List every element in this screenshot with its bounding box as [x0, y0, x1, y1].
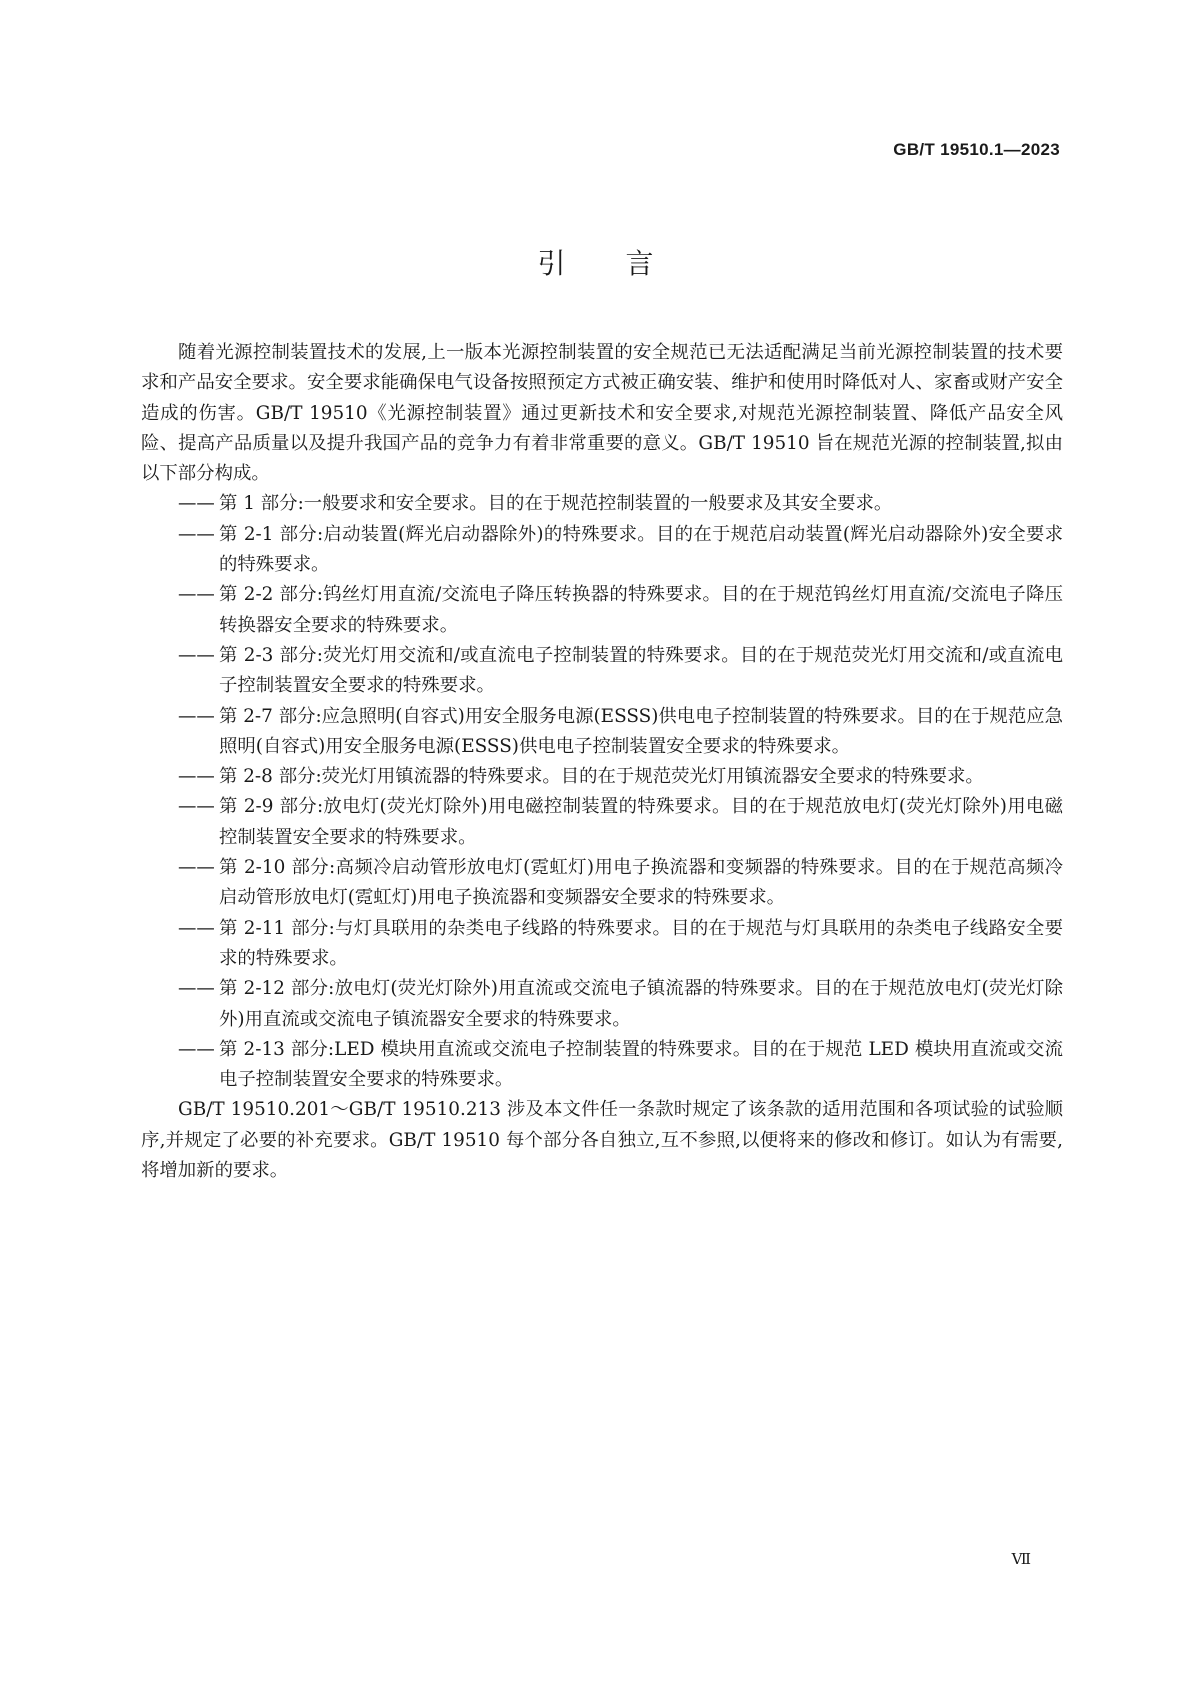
- list-item: [141, 974, 1063, 1035]
- list-item: [141, 489, 1063, 519]
- list-dash: ——: [178, 493, 215, 515]
- page-number: Ⅶ: [1011, 1550, 1031, 1568]
- list-item: [141, 1035, 1063, 1096]
- list-item-text: 第 2-7 部分:应急照明(自容式)用安全服务电源(ESSS)供电电子控制装置的特殊要求。目的在于规范应急照明(自容式)用安全服务电源(ESSS)供电电子控制装置安全要求的特殊要求。: [219, 705, 1064, 757]
- list-item: [141, 702, 1063, 763]
- list-item-text: 第 2-11 部分:与灯具联用的杂类电子线路的特殊要求。目的在于规范与灯具联用的杂类电子线路安全要求的特殊要求。: [219, 917, 1063, 969]
- list-item-text: 第 2-10 部分:高频冷启动管形放电灯(霓虹灯)用电子换流器和变频器的特殊要求。目的在于规范高频冷启动管形放电灯(霓虹灯)用电子换流器和变频器安全要求的特殊要求。: [219, 857, 1063, 909]
- closing-paragraph: GB/T 19510.201～GB/T 19510.213 涉及本文件任一条款时规定了该条款的适用范围和各项试验的试验顺序,并规定了必要的补充要求。GB/T 19510 每个部分各自独立,互不参照,以便将来的修改和修订。如认为有需要,将增加新的要求。: [141, 1099, 1063, 1182]
- list-item: [141, 580, 1063, 641]
- list-item: [141, 914, 1063, 975]
- list-dash: ——: [178, 796, 215, 818]
- list-item-text: 第 2-12 部分:放电灯(荧光灯除外)用直流或交流电子镇流器的特殊要求。目的在于规范放电灯(荧光灯除外)用直流或交流电子镇流器安全要求的特殊要求。: [219, 978, 1063, 1030]
- list-item-text: 第 1 部分:一般要求和安全要求。目的在于规范控制装置的一般要求及其安全要求。: [219, 493, 893, 515]
- list-dash: ——: [178, 857, 215, 879]
- list-dash: ——: [178, 978, 215, 1000]
- list-dash: ——: [178, 917, 215, 939]
- list-item: [141, 792, 1063, 853]
- list-item: [141, 853, 1063, 914]
- page-title: 引言: [537, 247, 714, 280]
- list-dash: ——: [178, 705, 215, 727]
- list-item-text: 第 2-13 部分:LED 模块用直流或交流电子控制装置的特殊要求。目的在于规范 LED 模块用直流或交流电子控制装置安全要求的特殊要求。: [219, 1038, 1063, 1091]
- list-item-text: 第 2-3 部分:荧光灯用交流和/或直流电子控制装置的特殊要求。目的在于规范荧光灯用交流和/或直流电子控制装置安全要求的特殊要求。: [219, 644, 1063, 697]
- parts-list: [141, 489, 1063, 1095]
- list-item-text: 第 2-8 部分:荧光灯用镇流器的特殊要求。目的在于规范荧光灯用镇流器安全要求的特殊要求。: [219, 766, 984, 788]
- list-item: [141, 641, 1063, 702]
- list-item: [141, 520, 1063, 581]
- list-dash: ——: [178, 766, 215, 788]
- list-dash: ——: [178, 523, 215, 545]
- list-dash: ——: [178, 1038, 215, 1060]
- list-item-text: 第 2-9 部分:放电灯(荧光灯除外)用电磁控制装置的特殊要求。目的在于规范放电灯(荧光灯除外)用电磁控制装置安全要求的特殊要求。: [219, 796, 1063, 848]
- intro-paragraph: 随着光源控制装置技术的发展,上一版本光源控制装置的安全规范已无法适配满足当前光源控制装置的技术要求和产品安全要求。安全要求能确保电气设备按照预定方式被正确安装、维护和使用时降低对人、家畜或财产安全造成的伤害。GB/T 19510《光源控制装置》通过更新技术和安全要求,对规范光源控制装置、降低产品安全风险、提高产品质量以及提升我国产品的竞争力有着非常重要的意义。GB/T 19510 旨在规范光源的控制装置,拟由以下部分构成。: [141, 342, 1063, 485]
- list-item-text: 第 2-1 部分:启动装置(辉光启动器除外)的特殊要求。目的在于规范启动装置(辉光启动器除外)安全要求的特殊要求。: [219, 523, 1063, 576]
- list-dash: ——: [178, 584, 215, 606]
- list-dash: ——: [178, 644, 215, 666]
- document-body: [141, 338, 1063, 1186]
- standard-number: GB/T 19510.1—2023: [893, 140, 1060, 159]
- list-item-text: 第 2-2 部分:钨丝灯用直流/交流电子降压转换器的特殊要求。目的在于规范钨丝灯用直流/交流电子降压转换器安全要求的特殊要求。: [219, 584, 1063, 636]
- list-item: [141, 762, 1063, 792]
